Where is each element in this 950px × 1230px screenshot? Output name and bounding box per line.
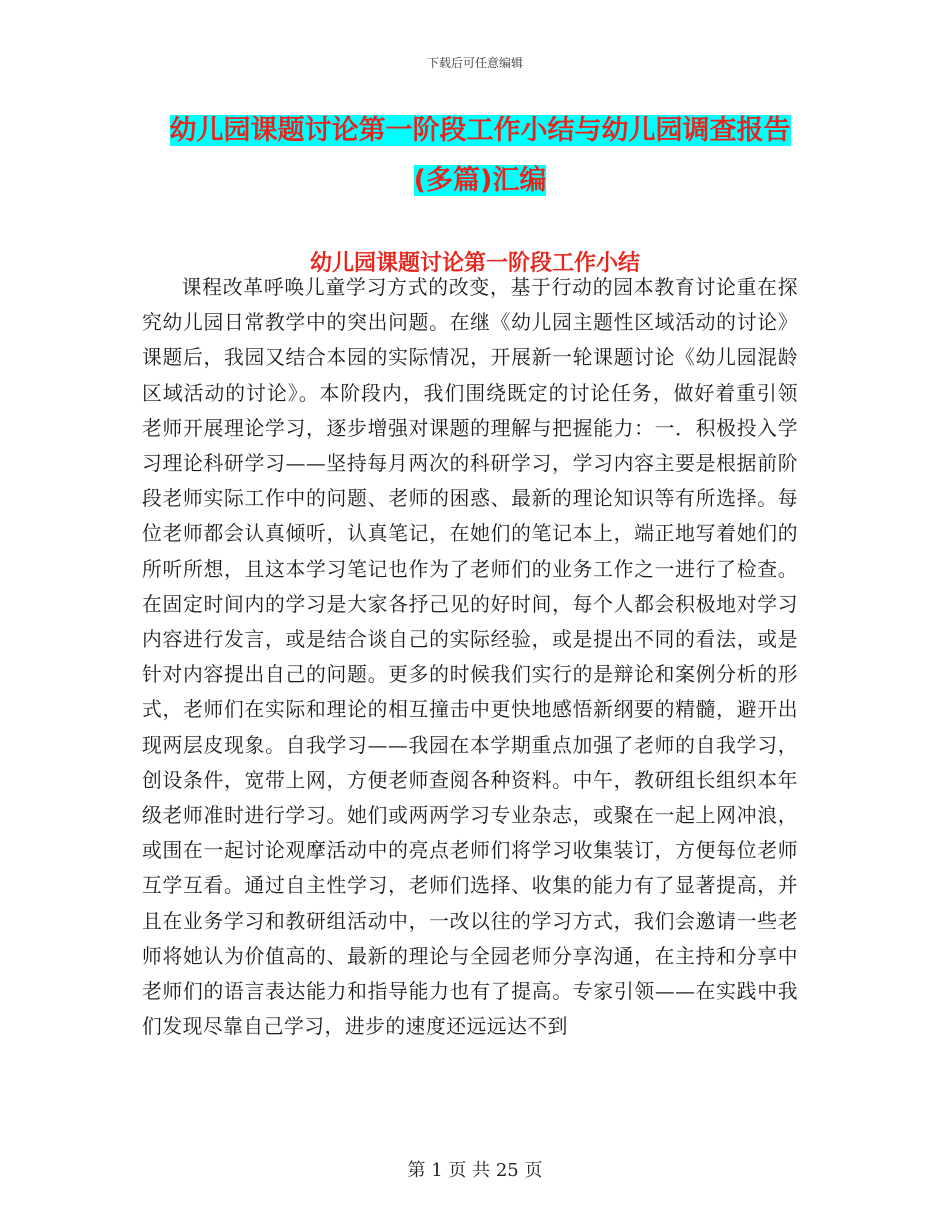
header-note: 下载后可任意编辑: [426, 56, 523, 70]
page-number-footer: 第 1 页 共 25 页: [407, 1160, 543, 1181]
body-paragraph: 课程改革呼唤儿童学习方式的改变，基于行动的园本教育讨论重在探究幼儿园日常教学中的突出问题。在继《幼儿园主题性区域活动的讨论》课题后，我园又结合本园的实际情况，开展新一轮课题讨论《幼儿园混龄区域活动的讨论》。本阶段内，我们围绕既定的讨论任务，做好着重引领老师开展理论学习，逐步增强对课题的理解与把握能力：一．积极投入学习理论科研学习——坚持每月两次的科研学习，学习内容主要是根据前阶段老师实际工作中的问题、老师的困惑、最新的理论知识等有所选择。每位老师都会认真倾听，认真笔记，在她们的笔记本上，端正地写着她们的所听所想，且这本学习笔记也作为了老师们的业务工作之一进行了检查。在固定时间内的学习是大家各抒己见的好时间，每个人都会积极地对学习内容进行发言，或是结合谈自己的实际经验，或是提出不同的看法，或是针对内容提出自己的问题。更多的时候我们实行的是辩论和案例分析的形式，老师们在实际和理论的相互撞击中更快地感悟新纲要的精髓，避开出现两层皮现象。自我学习——我园在本学期重点加强了老师的自我学习，创设条件，宽带上网，方便老师查阅各种资料。中午，教研组长组织本年级老师准时进行学习。她们或两两学习专业杂志，或聚在一起上网冲浪，或围在一起讨论观摩活动中的亮点老师们将学习收集装订，方便每位老师互学互看。通过自主性学习，老师们选择、收集的能力有了显著提高，并且在业务学习和教研组活动中，一改以往的学习方式，我们会邀请一些老师将她认为价值高的、最新的理论与全园老师分享沟通，在主持和分享中老师们的语言表达能力和指导能力也有了提高。专家引领——在实践中我们发现尽靠自己学习，进步的速度还远远达不到: [142, 276, 798, 1039]
document-title-line-2: (多篇)汇编: [413, 165, 547, 196]
document-title-line-1: 幼儿园课题讨论第一阶段工作小结与幼儿园调查报告: [169, 115, 791, 146]
section-title: 幼儿园课题讨论第一阶段工作小结: [309, 251, 640, 276]
document-title: [140, 106, 820, 206]
